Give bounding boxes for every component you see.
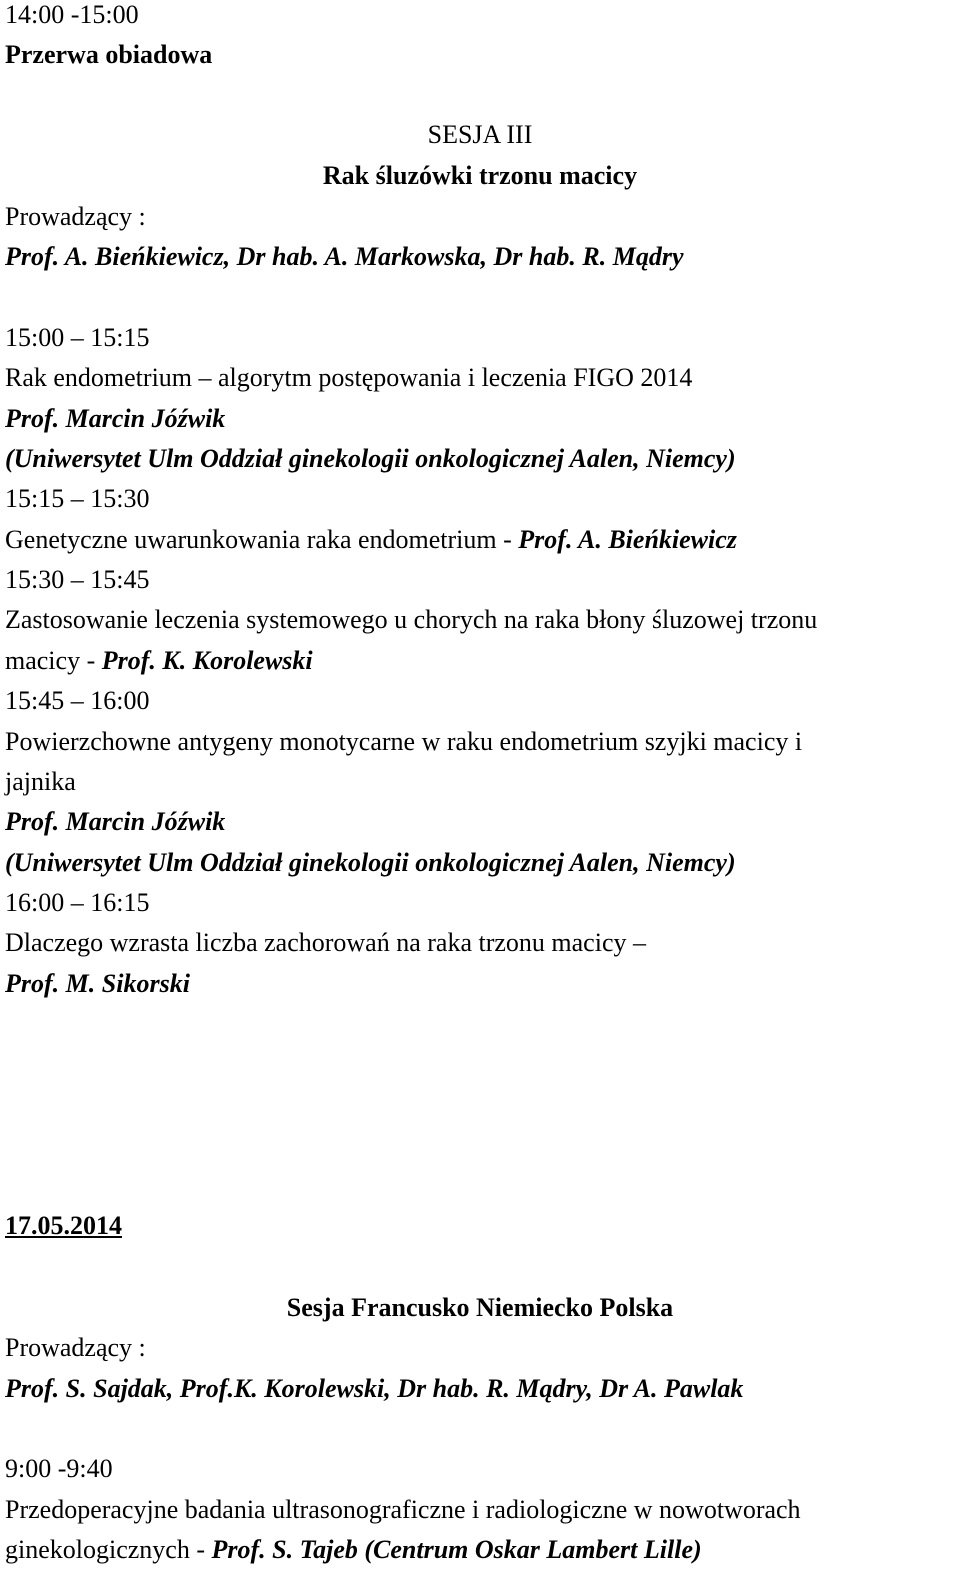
- talk-affiliation: (Uniwersytet Ulm Oddział ginekologii onkologicznej Aalen, Niemcy): [5, 444, 736, 473]
- talk-title-line: [5, 520, 737, 560]
- talk-speaker: Prof. Marcin Jóźwik: [5, 807, 226, 836]
- talk-title-line: [5, 1530, 702, 1570]
- talk-time: 15:00 – 15:15: [5, 323, 150, 352]
- lunch-time: 14:00 -15:00: [5, 0, 139, 29]
- chairs-label: Prowadzący :: [5, 202, 146, 231]
- talk-speaker: Prof. K. Korolewski: [101, 646, 313, 675]
- talk-time: 15:15 – 15:30: [5, 484, 150, 513]
- talk-title: jajnika: [5, 767, 76, 796]
- talk-speaker: Prof. M. Sikorski: [5, 969, 190, 998]
- talk-title: Genetyczne uwarunkowania raka endometrium -: [5, 525, 519, 554]
- talk-speaker: Prof. S. Tajeb (Centrum Oskar Lambert Lille): [211, 1535, 702, 1564]
- chairs-names: Prof. S. Sajdak, Prof.K. Korolewski, Dr hab. R. Mądry, Dr A. Pawlak: [5, 1374, 744, 1403]
- talk-speaker: Prof. Marcin Jóźwik: [5, 404, 226, 433]
- chairs-names: Prof. A. Bieńkiewicz, Dr hab. A. Markowska, Dr hab. R. Mądry: [5, 242, 684, 271]
- talk-time: 9:00 -9:40: [5, 1454, 113, 1483]
- session-title: Rak śluzówki trzonu macicy: [322, 161, 638, 190]
- talk-affiliation: (Uniwersytet Ulm Oddział ginekologii onkologicznej Aalen, Niemcy): [5, 848, 736, 877]
- chairs-label: Prowadzący :: [5, 1333, 146, 1362]
- talk-title-line: [5, 641, 313, 681]
- talk-title: ginekologicznych -: [5, 1535, 212, 1564]
- talk-title: Dlaczego wzrasta liczba zachorowań na raka trzonu macicy –: [5, 928, 646, 957]
- talk-title: Rak endometrium – algorytm postępowania i leczenia FIGO 2014: [5, 363, 693, 392]
- session-label: SESJA III: [427, 120, 533, 149]
- talk-time: 15:45 – 16:00: [5, 686, 150, 715]
- talk-time: 15:30 – 15:45: [5, 565, 150, 594]
- talk-title: Powierzchowne antygeny monotycarne w raku endometrium szyjki macicy i: [5, 727, 803, 756]
- talk-title: Przedoperacyjne badania ultrasonograficzne i radiologiczne w nowotworach: [5, 1495, 801, 1524]
- talk-speaker: Prof. A. Bieńkiewicz: [518, 525, 737, 554]
- day-date: 17.05.2014: [5, 1211, 122, 1240]
- talk-time: 16:00 – 16:15: [5, 888, 150, 917]
- talk-title: macicy -: [5, 646, 102, 675]
- lunch-title: Przerwa obiadowa: [5, 40, 213, 69]
- session-title: Sesja Francusko Niemiecko Polska: [286, 1293, 674, 1322]
- talk-title: Zastosowanie leczenia systemowego u chorych na raka błony śluzowej trzonu: [5, 605, 818, 634]
